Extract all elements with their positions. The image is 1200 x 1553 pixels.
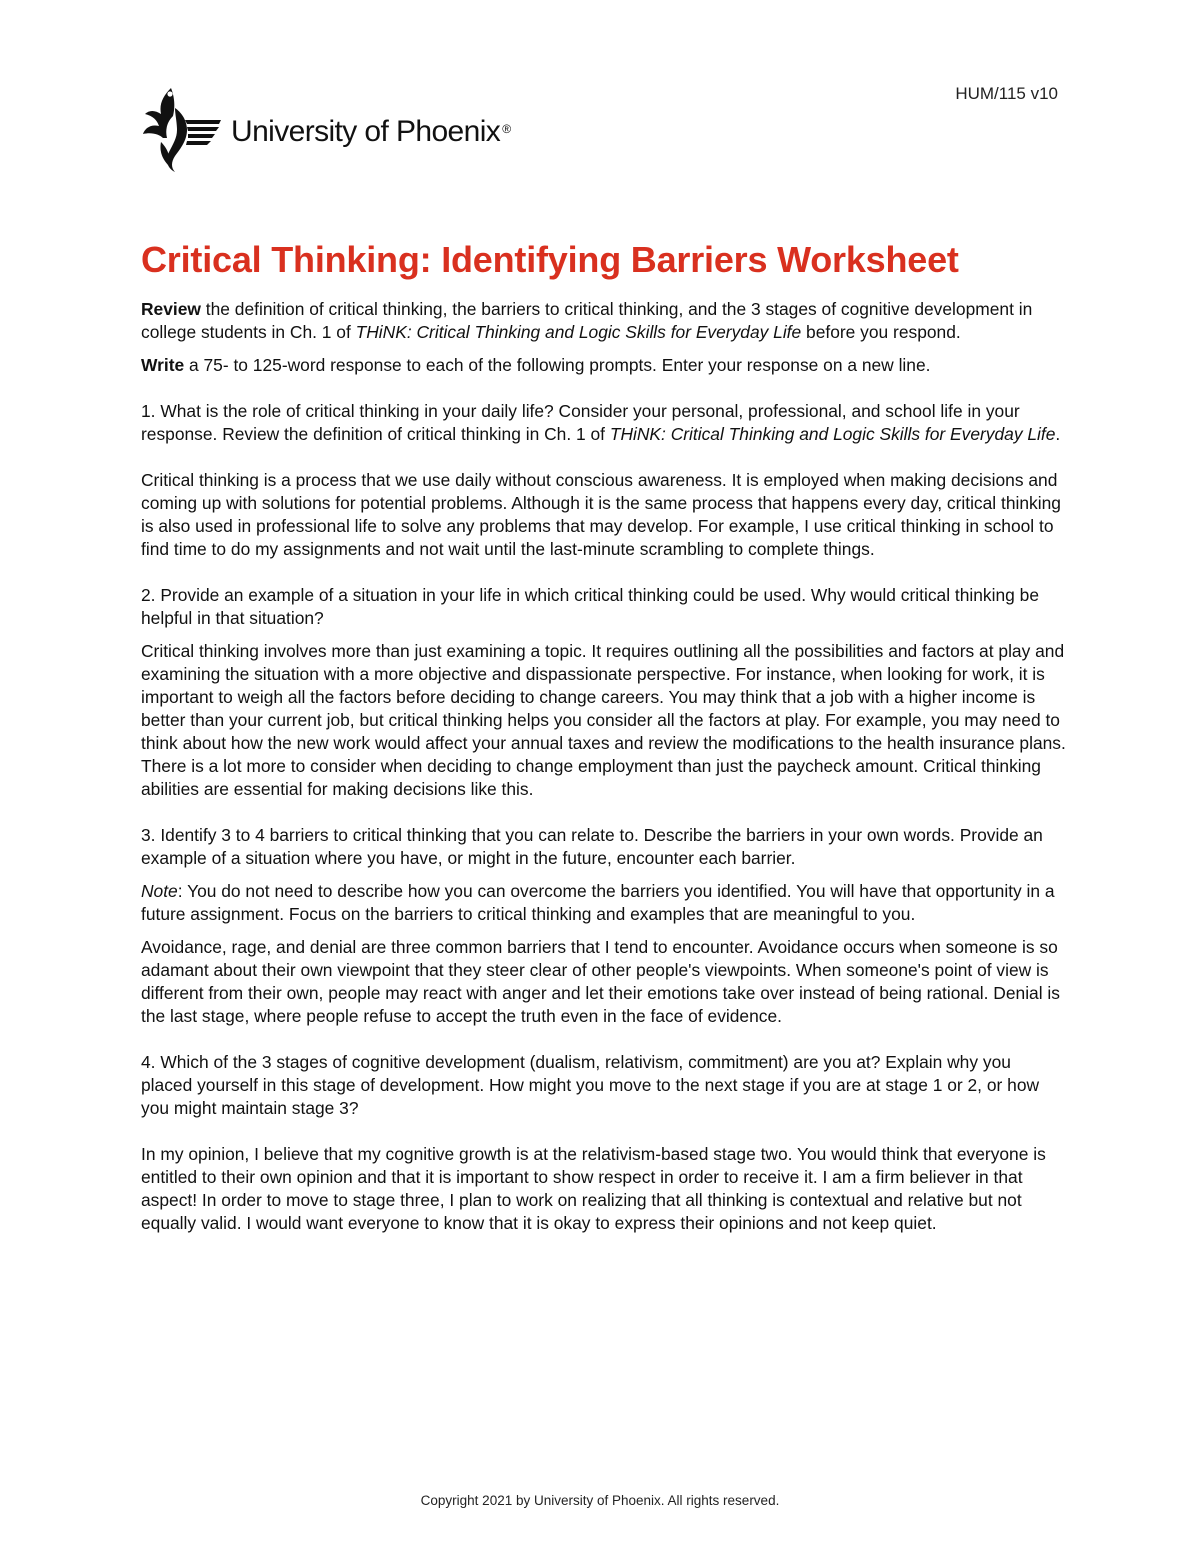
question-4-prompt: 4. Which of the 3 stages of cognitive development (dualism, relativism, commitment) are you at? Explain why you placed yourself in this stage of development. How might you move to the next stage if you are at stage 1 or 2, or how you might maintain stage 3? <box>141 1052 1040 1118</box>
worksheet-body <box>141 236 1066 1235</box>
logo-wordmark: University of Phoenix ® <box>231 115 511 148</box>
copyright-footer: Copyright 2021 by University of Phoenix. All rights reserved. <box>420 1493 780 1508</box>
review-instructions: Review the definition of critical thinking, the barriers to critical thinking, and the 3 stages of cognitive development in college students in Ch. 1 of THiNK: Critical Thinking and Logic Skills for Everyday Life before you respond. <box>141 299 1033 342</box>
question-3-prompt: 3. Identify 3 to 4 barriers to critical thinking that you can relate to. Describe the barriers in your own words. Provide an example of a situation where you have, or might in the future, encounter each barrier. <box>141 825 1043 868</box>
question-2-answer: Critical thinking involves more than just examining a topic. It requires outlining all the possibilities and factors at play and examining the situation with a more objective and dispassionate perspective. For instance, when looking for work, it is important to weigh all the factors before deciding to change careers. You may think that a job with a higher income is better than your current job, but critical thinking helps you consider all the factors at play. For example, you may need to think about how the new work would affect your annual taxes and review the modifications to the health insurance plans. There is a lot more to consider when deciding to change employment than just the paycheck amount. Critical thinking abilities are essential for making decisions like this. <box>141 641 1066 799</box>
university-logo <box>141 86 510 172</box>
write-instructions: Write a 75- to 125-word response to each of the following prompts. Enter your response on a new line. <box>141 355 931 375</box>
page-title: Critical Thinking: Identifying Barriers Worksheet <box>141 239 959 280</box>
question-1-prompt: 1. What is the role of critical thinking in your daily life? Consider your personal, professional, and school life in your response. Review the definition of critical thinking in Ch. 1 of THiNK: Critical Thinking and Logic Skills for Everyday Life. <box>141 401 1061 444</box>
question-2-prompt: 2. Provide an example of a situation in your life in which critical thinking could be used. Why would critical thinking be helpful in that situation? <box>141 585 1040 628</box>
phoenix-icon <box>141 86 223 172</box>
question-3-answer: Avoidance, rage, and denial are three common barriers that I tend to encounter. Avoidance occurs when someone is so adamant about their own viewpoint that they steer clear of other people's viewpoints. When someone's point of view is different from their own, people may react with anger and let their emotions take over instead of being rational. Denial is the last stage, where people refuse to accept the truth even in the face of evidence. <box>141 937 1060 1026</box>
question-4-answer: In my opinion, I believe that my cognitive growth is at the relativism-based stage two. You would think that everyone is entitled to their own opinion and that it is important to show respect in order to receive it. I am a firm believer in that aspect! In order to move to stage three, I plan to work on realizing that all thinking is contextual and relative but not equally valid. I would want everyone to know that it is okay to express their opinions and not keep quiet. <box>141 1144 1046 1233</box>
course-code: HUM/115 v10 <box>955 84 1058 103</box>
question-3-note: Note: You do not need to describe how you can overcome the barriers you identified. You will have that opportunity in a future assignment. Focus on the barriers to critical thinking and examples that are meaningful to you. <box>141 881 1055 924</box>
question-1-answer: Critical thinking is a process that we use daily without conscious awareness. It is employed when making decisions and coming up with solutions for potential problems. Although it is the same process that happens every day, critical thinking is also used in professional life to solve any problems that may develop. For example, I use critical thinking in school to find time to do my assignments and not wait until the last-minute scrambling to complete things. <box>141 470 1061 559</box>
